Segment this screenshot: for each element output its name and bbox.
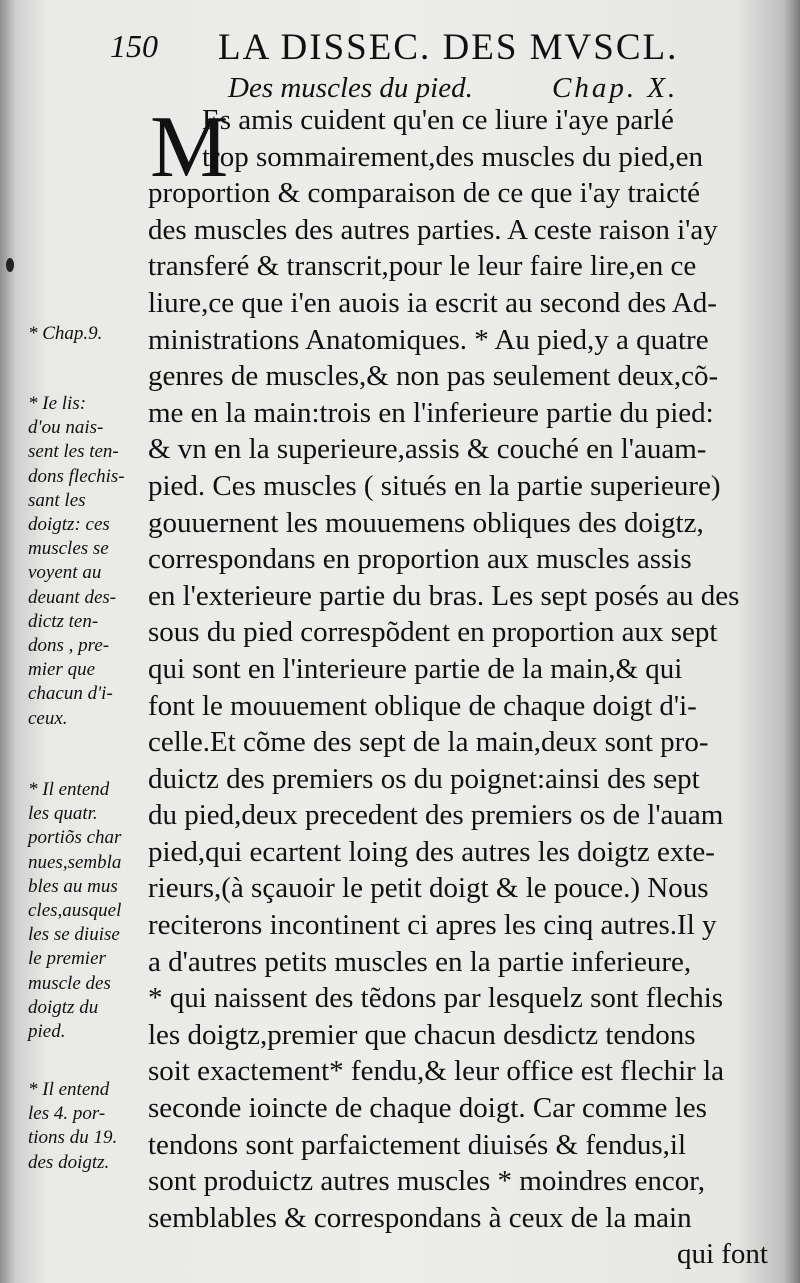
margin-note-line: nues,sembla — [28, 851, 122, 873]
body-line: Es amis cuident qu'en ce liure i'aye parlé — [202, 104, 674, 136]
margin-note — [28, 1078, 140, 1175]
margin-note-line: muscles se — [28, 538, 109, 560]
body-line: liure,ce que i'en auois ia escrit au second des Ad- — [148, 286, 717, 319]
body-line: font le mouuement oblique de chaque doigt d'i- — [148, 689, 697, 722]
margin-note-line: tions du 19. — [28, 1127, 118, 1149]
margin-note-line: sant les — [28, 489, 86, 511]
body-line: * qui naissent des tẽdons par lesquelz sont flechis — [148, 982, 724, 1015]
body-line: soit exactement* fendu,& leur office est flechir la — [148, 1055, 725, 1088]
margin-note-line: doigtz: ces — [28, 514, 110, 536]
page-number: 150 — [110, 28, 158, 64]
margin-note-line: ceux. — [28, 707, 68, 729]
body-line: qui sont en l'interieure partie de la main,& qui — [148, 652, 683, 685]
margin-note-line: les 4. por- — [28, 1103, 106, 1125]
margin-note-line: dictz ten- — [28, 610, 99, 632]
margin-note-line: les se diuise — [28, 924, 120, 946]
margin-note-line: dons flechis- — [28, 465, 125, 487]
body-line: me en la main:trois en l'inferieure partie du pied: — [148, 396, 714, 429]
margin-note — [28, 392, 140, 731]
margin-note — [28, 778, 140, 1044]
running-head: LA DISSEC. DES MVSCL. — [218, 27, 679, 68]
body-line: pied. Ces muscles ( situés en la partie superieure) — [148, 469, 721, 502]
body-line: seconde ioincte de chaque doigt. Car comme les — [148, 1092, 707, 1125]
margin-note-line: * Ie lis: — [28, 393, 87, 414]
margin-note-line: les quatr. — [28, 803, 98, 825]
margin-note-line: pied. — [28, 1021, 66, 1043]
margin-note-line: portiõs char — [28, 827, 122, 849]
body-line: duictz des premiers os du poignet:ainsi des sept — [148, 762, 700, 795]
drop-cap: M — [150, 99, 229, 196]
margin-note-line: des doigtz. — [28, 1151, 110, 1173]
body-line: celle.Et cõme des sept de la main,deux sont pro- — [148, 726, 709, 759]
margin-note-line: d'ou nais- — [28, 417, 104, 439]
body-line: genres de muscles,& non pas seulement deux,cõ- — [148, 360, 719, 393]
body-line: gouuernent les mouuemens obliques des doigtz, — [148, 506, 704, 539]
body-line: qui font — [676, 1238, 768, 1271]
margin-note-line: doigtz du — [28, 996, 99, 1018]
margin-note-line: cles,ausquel — [28, 900, 122, 922]
chapter-label: Chap. X. — [552, 72, 679, 104]
body-line: les doigtz,premier que chacun desdictz tendons — [148, 1018, 696, 1051]
section-title: Des muscles du pied. — [228, 72, 473, 104]
body-line: & vn en la superieure,assis & couché en l'auam- — [148, 433, 707, 466]
body-line: sont produictz autres muscles * moindres encor, — [148, 1165, 705, 1198]
body-line: a d'autres petits muscles en la partie inferieure, — [148, 945, 692, 978]
body-line: sous du pied correspõdent en proportion aux sept — [148, 616, 718, 649]
margin-note — [28, 322, 140, 346]
margin-note-line: chacun d'i- — [28, 683, 113, 705]
body-line: du pied,deux precedent des premiers os de l'auam — [148, 799, 724, 832]
body-text — [148, 99, 768, 1273]
body-line: tendons sont parfaictement diuisés & fendus,il — [148, 1128, 687, 1161]
margin-note-line: deuant des- — [28, 586, 117, 608]
page-header — [110, 22, 800, 70]
body-line: reciterons incontinent ci apres les cinq autres.Il y — [148, 909, 717, 942]
body-line: transferé & transcrit,pour le leur faire lire,en ce — [148, 250, 697, 283]
margin-note-line: muscle des — [28, 972, 111, 994]
margin-note-line: voyent au — [28, 562, 102, 584]
margin-note-line: * Il entend — [28, 1079, 110, 1100]
body-line: des muscles des autres parties. A ceste raison i'ay — [148, 213, 718, 246]
ink-spot — [6, 258, 14, 272]
margin-note-line: * Il entend — [28, 779, 110, 800]
margin-note-line: sent les ten- — [28, 441, 119, 463]
body-line: proportion & comparaison de ce que i'ay traicté — [148, 177, 700, 210]
body-line: trop sommairement,des muscles du pied,en — [202, 140, 703, 173]
margin-note-line: mier que — [28, 659, 96, 681]
margin-note-line: le premier — [28, 948, 106, 970]
body-line: ministrations Anatomiques. * Au pied,y a quatre — [148, 323, 709, 356]
body-line: pied,qui ecartent loing des autres les doigtz exte- — [148, 835, 715, 868]
body-line: correspondans en proportion aux muscles assis — [148, 543, 692, 576]
margin-note-line: dons , pre- — [28, 635, 110, 657]
margin-note-line: * Chap.9. — [28, 323, 103, 344]
body-line: semblables & correspondans à ceux de la main — [148, 1201, 692, 1234]
body-line: en l'exterieure partie du bras. Les sept posés au des — [148, 579, 740, 612]
margin-note-line: bles au mus — [28, 875, 118, 897]
body-line: rieurs,(à sçauoir le petit doigt & le pouce.) Nous — [148, 872, 709, 905]
